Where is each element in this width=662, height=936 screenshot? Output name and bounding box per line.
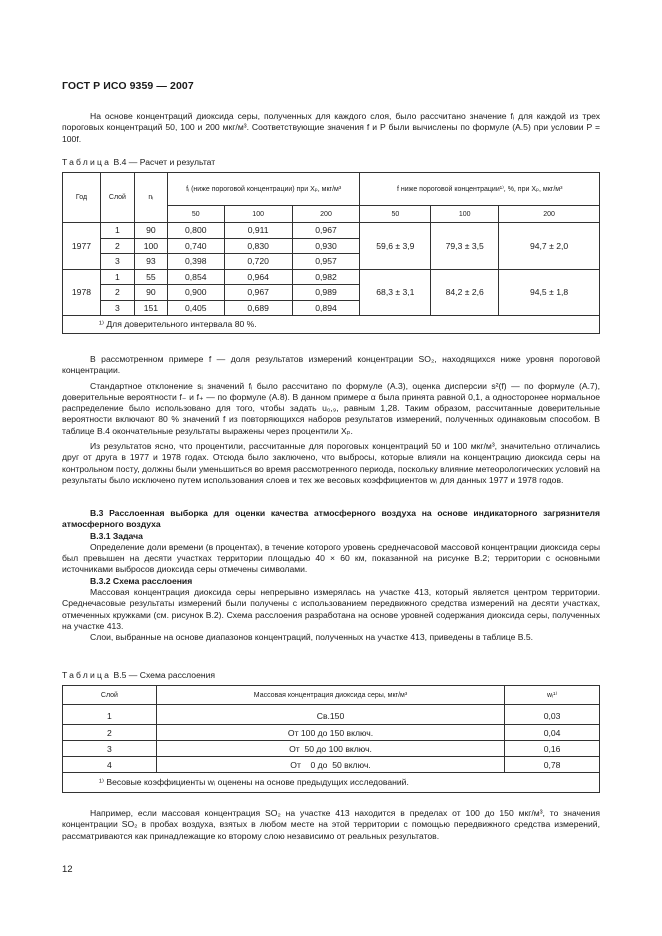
cell-f100: 0,720 bbox=[224, 254, 292, 270]
table-b4 bbox=[62, 172, 600, 334]
paragraph-text: Например, если массовая концентрация SO₂ на участке 413 находится в пределах от 100 до 150 мкг/м³, то значения концентрации SO₂ в пробах воздуха, взятых в любом месте на этой территории с помощью передвижного средства измерений, рассматриваются как принадлежащие ко второму слою независимо от реальных результатов. bbox=[62, 808, 600, 841]
table-row bbox=[63, 741, 600, 757]
cell-f50: 0,405 bbox=[167, 300, 224, 316]
cell-layer: 1 bbox=[100, 223, 134, 239]
section-heading: В.3 Расслоенная выборка для оценки качества атмосферного воздуха на основе индикаторного загрязнителя атмосферного воздуха bbox=[62, 508, 600, 530]
caption-text: В.5 — Схема расслоения bbox=[113, 670, 216, 680]
cell-f200: 0,967 bbox=[292, 223, 360, 239]
cell-layer: 3 bbox=[63, 741, 157, 757]
table-row bbox=[63, 223, 600, 239]
cell-range: От 50 до 100 включ. bbox=[156, 741, 504, 757]
header-threshold-200: 200 bbox=[292, 206, 360, 223]
header-concentration: Массовая концентрация диоксида серы, мкг/м³ bbox=[156, 686, 504, 705]
paragraph-intro bbox=[62, 111, 600, 145]
cell-f50: 0,800 bbox=[167, 223, 224, 239]
cell-f200: 0,989 bbox=[292, 285, 360, 301]
cell-year: 1978 bbox=[63, 269, 101, 316]
header-layer: Слой bbox=[100, 173, 134, 223]
cell-result-200: 94,5 ± 1,8 bbox=[499, 269, 600, 316]
cell-layer: 1 bbox=[63, 709, 157, 725]
paragraph-text: Из результатов ясно, что процентили, рассчитанные для пороговых концентраций 50 и 100 мкг/м³, значительно отличались друг от друга в 1977 и 1978 годах. Отсюда было заключено, что выбросы, которые влияли на концентрацию диоксида серы на контрольном посту, должны были уменьшиться во время рассмотренного периода, поскольку влияние метеорологических условий на результаты было исключено путем использования слоев и тех же весовых коэффициентов wᵢ для данных 1977 и 1978 годов. bbox=[62, 441, 600, 485]
paragraph-text: Слои, выбранные на основе диапазонов концентраций, полученных на участке 413, приведены в таблице В.5. bbox=[90, 632, 534, 643]
table-footnote: ¹⁾ Весовые коэффициенты wᵢ оценены на основе предыдущих исследований. bbox=[63, 773, 600, 793]
caption-prefix: Таблица bbox=[62, 157, 112, 167]
paragraph-text: На основе концентраций диоксида серы, полученных для каждого слоя, было рассчитано значение fᵢ для каждой из трех пороговых концентраций 50, 100 и 200 мкг/м³. Соответствующие значения f и P были вычислены по формуле (А.5) при условии P = 100f. bbox=[62, 111, 600, 144]
subsection-heading: В.3.2 Схема расслоения bbox=[90, 575, 193, 586]
cell-weight: 0,04 bbox=[505, 725, 600, 741]
cell-weight: 0,78 bbox=[505, 757, 600, 773]
cell-layer: 3 bbox=[100, 254, 134, 270]
paragraph-block bbox=[62, 808, 600, 842]
cell-n: 55 bbox=[134, 269, 167, 285]
header-weight: wᵢ¹⁾ bbox=[505, 686, 600, 705]
header-layer: Слой bbox=[63, 686, 157, 705]
cell-weight: 0,03 bbox=[505, 709, 600, 725]
header-f-percent: f ниже пороговой концентрации¹⁾, %, при Xₚ, мкг/м³ bbox=[360, 173, 600, 206]
paragraph-text: Стандартное отклонение sᵢ значений fᵢ было рассчитано по формуле (А.3), оценка дисперсии s²(f) — по формуле (А.7), доверительные вероятности f₋ и f₊ — по формуле (А.8). В данном примере α была принята равной 0,1, а односторонее нормальное распределение было использовано для того, чтобы задать u₀,₉, равным 1,28. Таким образом, рассчитанные доверительные вероятности включают 80 % значений f из повторяющихся наборов результатов измерений, полученных одинаковым способом. В таблице В.4 окончательные результаты выражены через процентили Xₚ. bbox=[62, 380, 600, 436]
subsection-heading: В.3.1 Задача bbox=[90, 530, 143, 541]
cell-f100: 0,967 bbox=[224, 285, 292, 301]
table-footnote: ¹⁾ Для доверительного интервала 80 %. bbox=[63, 316, 600, 334]
cell-f200: 0,982 bbox=[292, 269, 360, 285]
cell-f50: 0,900 bbox=[167, 285, 224, 301]
cell-weight: 0,16 bbox=[505, 741, 600, 757]
page-number: 12 bbox=[62, 864, 73, 875]
cell-layer: 1 bbox=[100, 269, 134, 285]
cell-layer: 3 bbox=[100, 300, 134, 316]
paragraph-block bbox=[62, 354, 600, 486]
cell-f200: 0,930 bbox=[292, 238, 360, 254]
table-row bbox=[63, 725, 600, 741]
cell-f100: 0,830 bbox=[224, 238, 292, 254]
table-row bbox=[63, 269, 600, 285]
cell-n: 100 bbox=[134, 238, 167, 254]
cell-range: От 100 до 150 включ. bbox=[156, 725, 504, 741]
cell-layer: 4 bbox=[63, 757, 157, 773]
paragraph-text: Массовая концентрация диоксида серы непрерывно измерялась на участке 413, который является центром территории. Среднечасовые результаты измерений были получены с использованием передвижного средства измерений на десяти участках, отмеченных кружками (см. рисунок В.2). Схема расслоения разработана на основе уровней содержания диоксида серы, полученных на участке 413. bbox=[62, 587, 600, 631]
cell-f50: 0,398 bbox=[167, 254, 224, 270]
cell-f200: 0,957 bbox=[292, 254, 360, 270]
table-b5-caption bbox=[62, 670, 215, 680]
header-threshold-200: 200 bbox=[499, 206, 600, 223]
table-b5 bbox=[62, 685, 600, 793]
paragraph-text: В рассмотренном примере f — доля результатов измерений концентрации SO₂, находящихся ниже уровня пороговой концентрации. bbox=[62, 354, 600, 376]
header-threshold-100: 100 bbox=[224, 206, 292, 223]
cell-range: От 0 до 50 включ. bbox=[156, 757, 504, 773]
header-fi: fᵢ (ниже пороговой концентрации) при Xₚ, мкг/м³ bbox=[167, 173, 360, 206]
cell-layer: 2 bbox=[100, 285, 134, 301]
cell-year: 1977 bbox=[63, 223, 101, 270]
cell-f100: 0,911 bbox=[224, 223, 292, 239]
cell-result-50: 68,3 ± 3,1 bbox=[360, 269, 431, 316]
cell-n: 93 bbox=[134, 254, 167, 270]
table-row bbox=[63, 709, 600, 725]
caption-text: В.4 — Расчет и результат bbox=[113, 157, 216, 167]
table-row bbox=[63, 757, 600, 773]
cell-result-100: 79,3 ± 3,5 bbox=[431, 223, 499, 270]
cell-f100: 0,689 bbox=[224, 300, 292, 316]
header-year: Год bbox=[63, 173, 101, 223]
table-b4-caption bbox=[62, 157, 215, 167]
cell-n: 90 bbox=[134, 285, 167, 301]
cell-n: 151 bbox=[134, 300, 167, 316]
section-b3 bbox=[62, 508, 600, 644]
cell-result-200: 94,7 ± 2,0 bbox=[499, 223, 600, 270]
header-threshold-100: 100 bbox=[431, 206, 499, 223]
cell-result-50: 59,6 ± 3,9 bbox=[360, 223, 431, 270]
cell-result-100: 84,2 ± 2,6 bbox=[431, 269, 499, 316]
header-n: nᵢ bbox=[134, 173, 167, 223]
paragraph-text: Определение доли времени (в процентах), в течение которого уровень среднечасовой массовой концентрации диоксида серы был превышен на десяти участках территории площадью 40 × 60 км, показанной на рисунке В.2; территории с основными источниками выбросов диоксида серы отмечены символами. bbox=[62, 541, 600, 575]
cell-f50: 0,740 bbox=[167, 238, 224, 254]
cell-f200: 0,894 bbox=[292, 300, 360, 316]
cell-layer: 2 bbox=[100, 238, 134, 254]
cell-layer: 2 bbox=[63, 725, 157, 741]
cell-f50: 0,854 bbox=[167, 269, 224, 285]
header-threshold-50: 50 bbox=[360, 206, 431, 223]
header-threshold-50: 50 bbox=[167, 206, 224, 223]
cell-range: Св.150 bbox=[156, 709, 504, 725]
document-header: ГОСТ Р ИСО 9359 — 2007 bbox=[62, 80, 194, 92]
cell-n: 90 bbox=[134, 223, 167, 239]
caption-prefix: Таблица bbox=[62, 670, 112, 680]
cell-f100: 0,964 bbox=[224, 269, 292, 285]
